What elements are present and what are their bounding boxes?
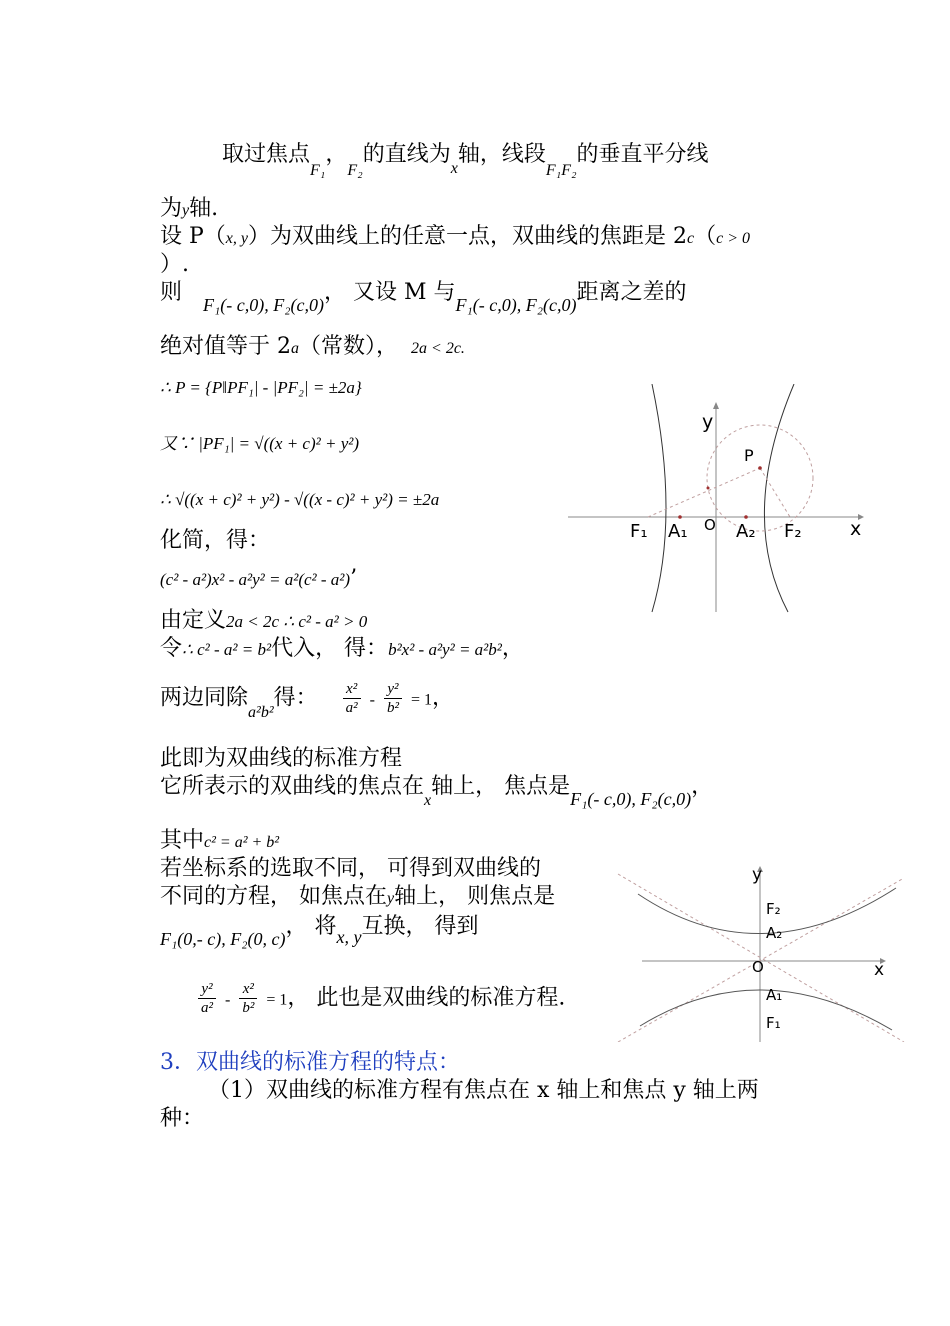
para-line (160, 528, 270, 554)
math-y: y (182, 202, 190, 219)
math-xy: x, y (225, 230, 248, 247)
math-c-gt-0: c > 0 (716, 230, 751, 247)
math-y: y (387, 890, 395, 907)
label-p: P (744, 446, 754, 465)
math-difference: ∴ √((x + c)² + y²) - √((x - c)² + y²) = ±2a (160, 490, 440, 509)
text: 设 P（ (160, 224, 226, 249)
text: ’ (350, 566, 358, 591)
text: ， 此也是双曲线的标准方程. (287, 985, 566, 1011)
math-set-p: ∴ P = {P‖PF₁| - |PF₂| = ±2a} (160, 378, 362, 397)
text: 的垂直平分线 (576, 142, 709, 167)
para-line (160, 828, 279, 856)
text: 种： (160, 1106, 205, 1131)
label-f2: F₂ (784, 521, 802, 542)
math-foci: F₁(- c,0), F₂(c,0) (203, 295, 324, 315)
math-foci: F₁(- c,0), F₂(c,0) (570, 789, 692, 809)
text: （常数）， (299, 334, 399, 359)
label-y: y (752, 865, 763, 885)
text: ， (691, 774, 714, 799)
para-line (160, 914, 479, 949)
text: 由定义 (160, 608, 227, 633)
fraction (239, 980, 257, 1017)
text: ， 又设 M 与 (323, 280, 456, 305)
math-pf1: 又∵ |PF₁| = √((x + c)² + y²) (160, 434, 359, 453)
text: 的直线为 (362, 142, 451, 167)
label-f1: F₁ (630, 521, 648, 542)
formula (160, 566, 357, 593)
frac-num: y² (198, 980, 216, 999)
fraction (343, 680, 361, 717)
math-def: 2a < 2c ∴ c² - a² > 0 (226, 612, 368, 631)
dashed-circle (707, 425, 813, 531)
point-a2 (744, 515, 748, 519)
label-a1: A₁ (668, 521, 688, 542)
math-foci: F₁(- c,0), F₂(c,0) (455, 295, 577, 315)
para-line (160, 224, 750, 252)
label-f2: F₂ (766, 900, 781, 918)
point-m (707, 487, 710, 490)
math-simplified: (c² - a²)x² - a²y² = a²(c² - a²) (160, 570, 351, 589)
math-a: a (291, 340, 299, 357)
para-line (160, 884, 555, 912)
label-a2: A₂ (736, 521, 756, 542)
math-inequality: 2a < 2c. (411, 340, 465, 357)
equals-one: = 1 (266, 991, 288, 1009)
text: （1）双曲线的标准方程有焦点在 x 轴上和焦点 y 轴上两 (208, 1078, 759, 1103)
math-f1f2: F₁F₂ (545, 162, 577, 179)
para-line (160, 252, 189, 278)
text: 互换， 得到 (361, 914, 479, 939)
para-line (160, 334, 465, 362)
y-arrow-icon (713, 402, 719, 409)
frac-den: b² (386, 700, 399, 716)
math-a2b2: a²b² (248, 703, 274, 721)
formula (160, 374, 362, 401)
text: 化简，得： (160, 528, 271, 553)
para-line (160, 1106, 204, 1132)
frac-den: a² (345, 700, 358, 716)
math-c: c (687, 230, 695, 247)
para-line (222, 142, 709, 179)
figure-hyperbola-x (568, 384, 868, 614)
math-c2: c² = a² + b² (204, 834, 280, 851)
frac-den: a² (201, 1000, 213, 1016)
label-y: y (702, 411, 714, 433)
text: 取过焦点 (222, 142, 311, 167)
minus-sign: - (369, 691, 375, 709)
math-x: x (424, 792, 432, 809)
text: 不同的方程， 如焦点在 (160, 884, 387, 909)
text: ， (501, 636, 524, 661)
fraction (384, 680, 402, 717)
para-line (160, 856, 541, 882)
text: 其中 (160, 828, 205, 853)
point-a1 (678, 515, 682, 519)
text: 它所表示的双曲线的焦点在 (160, 774, 425, 799)
text: 则 (160, 280, 183, 305)
math-f1: F₁ (310, 162, 326, 179)
text: 轴上， 焦点是 (431, 774, 571, 799)
hyperbola-left-branch (652, 384, 666, 612)
text: （ (694, 224, 717, 249)
point-p (758, 466, 762, 470)
hyperbola-right-branch (764, 384, 794, 612)
para-line (160, 746, 402, 772)
formula (160, 430, 359, 457)
text: ， 将 (285, 914, 337, 939)
label-a1: A₁ (766, 986, 783, 1004)
para-line (160, 680, 454, 721)
text: ， (431, 685, 454, 711)
text: 为 (160, 196, 183, 221)
text: ）. (160, 252, 189, 277)
label-a2: A₂ (766, 924, 783, 942)
fraction (198, 980, 216, 1017)
frac-num: x² (239, 980, 257, 999)
text: 轴上， 则焦点是 (394, 884, 556, 909)
formula (160, 486, 439, 513)
para-line (196, 980, 565, 1017)
text: 代入， 得： (271, 636, 389, 661)
math-let: ∴ c² - a² = b² (182, 640, 272, 659)
para-line (160, 608, 367, 635)
math-foci-y: F₁(0,- c), F₂(0, c) (160, 929, 286, 949)
math-x: x (450, 160, 458, 177)
frac-num: x² (343, 680, 361, 699)
text: ， (325, 142, 348, 167)
text: 两边同除 (160, 685, 249, 711)
section-heading (160, 1050, 460, 1076)
para-line (160, 280, 687, 315)
text: 距离之差的 (576, 280, 687, 305)
equals-one: = 1 (410, 691, 432, 709)
minus-sign: - (225, 991, 231, 1009)
label-x: x (874, 960, 885, 980)
label-o: O (752, 958, 764, 976)
para-line (160, 196, 218, 224)
math-f2: F₂ (347, 162, 363, 179)
frac-den: b² (242, 1000, 255, 1016)
text: 绝对值等于 2 (160, 334, 291, 359)
text: 轴，线段 (457, 142, 546, 167)
label-f1: F₁ (766, 1014, 781, 1032)
label-o: O (704, 516, 716, 534)
text: 令 (160, 636, 183, 661)
text: 此即为双曲线的标准方程 (160, 746, 403, 771)
para-line (160, 774, 714, 809)
text: 轴. (189, 196, 219, 221)
figure-hyperbola-y (614, 858, 910, 1042)
heading-text: 3．双曲线的标准方程的特点： (160, 1050, 460, 1075)
math-substituted: b²x² - a²y² = a²b² (388, 640, 502, 659)
para-line (160, 636, 524, 663)
text: ）为双曲线上的任意一点，双曲线的焦距是 2 (248, 224, 687, 249)
frac-num: y² (384, 680, 402, 699)
label-x: x (850, 518, 862, 540)
text: 得： (273, 685, 318, 711)
text: 若坐标系的选取不同， 可得到双曲线的 (160, 856, 541, 881)
math-xy: x, y (336, 927, 362, 947)
para-line (208, 1078, 759, 1104)
